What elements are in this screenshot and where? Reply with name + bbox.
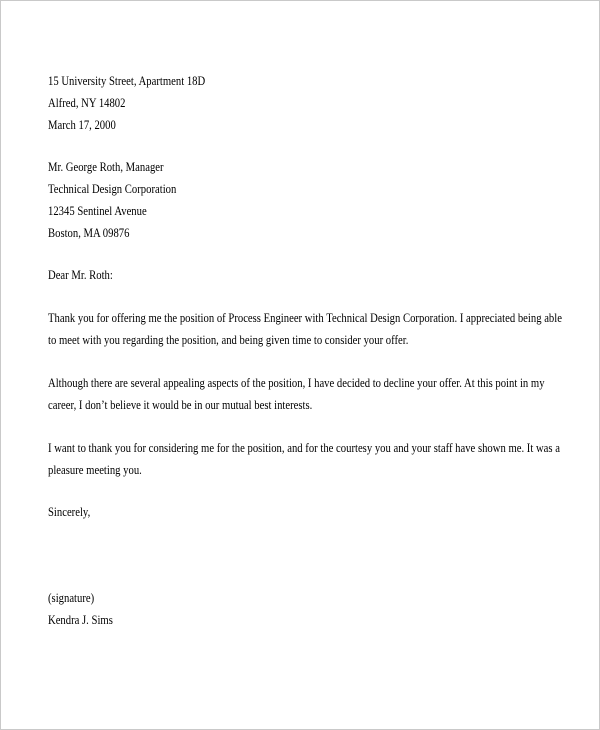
- recipient-city: Boston, MA 09876: [48, 225, 130, 240]
- letter-date: March 17, 2000: [48, 117, 116, 132]
- paragraph-3-line-2: pleasure meeting you.: [48, 462, 142, 477]
- paragraph-3-line-1: I want to thank you for considering me for the position, and for the courtesy you and your staff have shown me. It was a: [48, 440, 560, 455]
- signature-placeholder: (signature): [48, 590, 95, 605]
- signer-name: Kendra J. Sims: [48, 612, 113, 627]
- paragraph-2-line-1: Although there are several appealing aspects of the position, I have decided to decline your offer. At this point in my: [48, 375, 545, 390]
- salutation: Dear Mr. Roth:: [48, 267, 113, 282]
- recipient-street: 12345 Sentinel Avenue: [48, 203, 147, 218]
- recipient-name: Mr. George Roth, Manager: [48, 159, 164, 174]
- paragraph-2-line-2: career, I don’t believe it would be in our mutual best interests.: [48, 397, 313, 412]
- sender-city: Alfred, NY 14802: [48, 95, 126, 110]
- paragraph-1-line-1: Thank you for offering me the position of Process Engineer with Technical Design Corporation. I appreciated being able: [48, 310, 562, 325]
- recipient-company: Technical Design Corporation: [48, 181, 177, 196]
- sender-street: 15 University Street, Apartment 18D: [48, 73, 206, 88]
- paragraph-1-line-2: to meet with you regarding the position, and being given time to consider your offer.: [48, 332, 409, 347]
- closing: Sincerely,: [48, 504, 91, 519]
